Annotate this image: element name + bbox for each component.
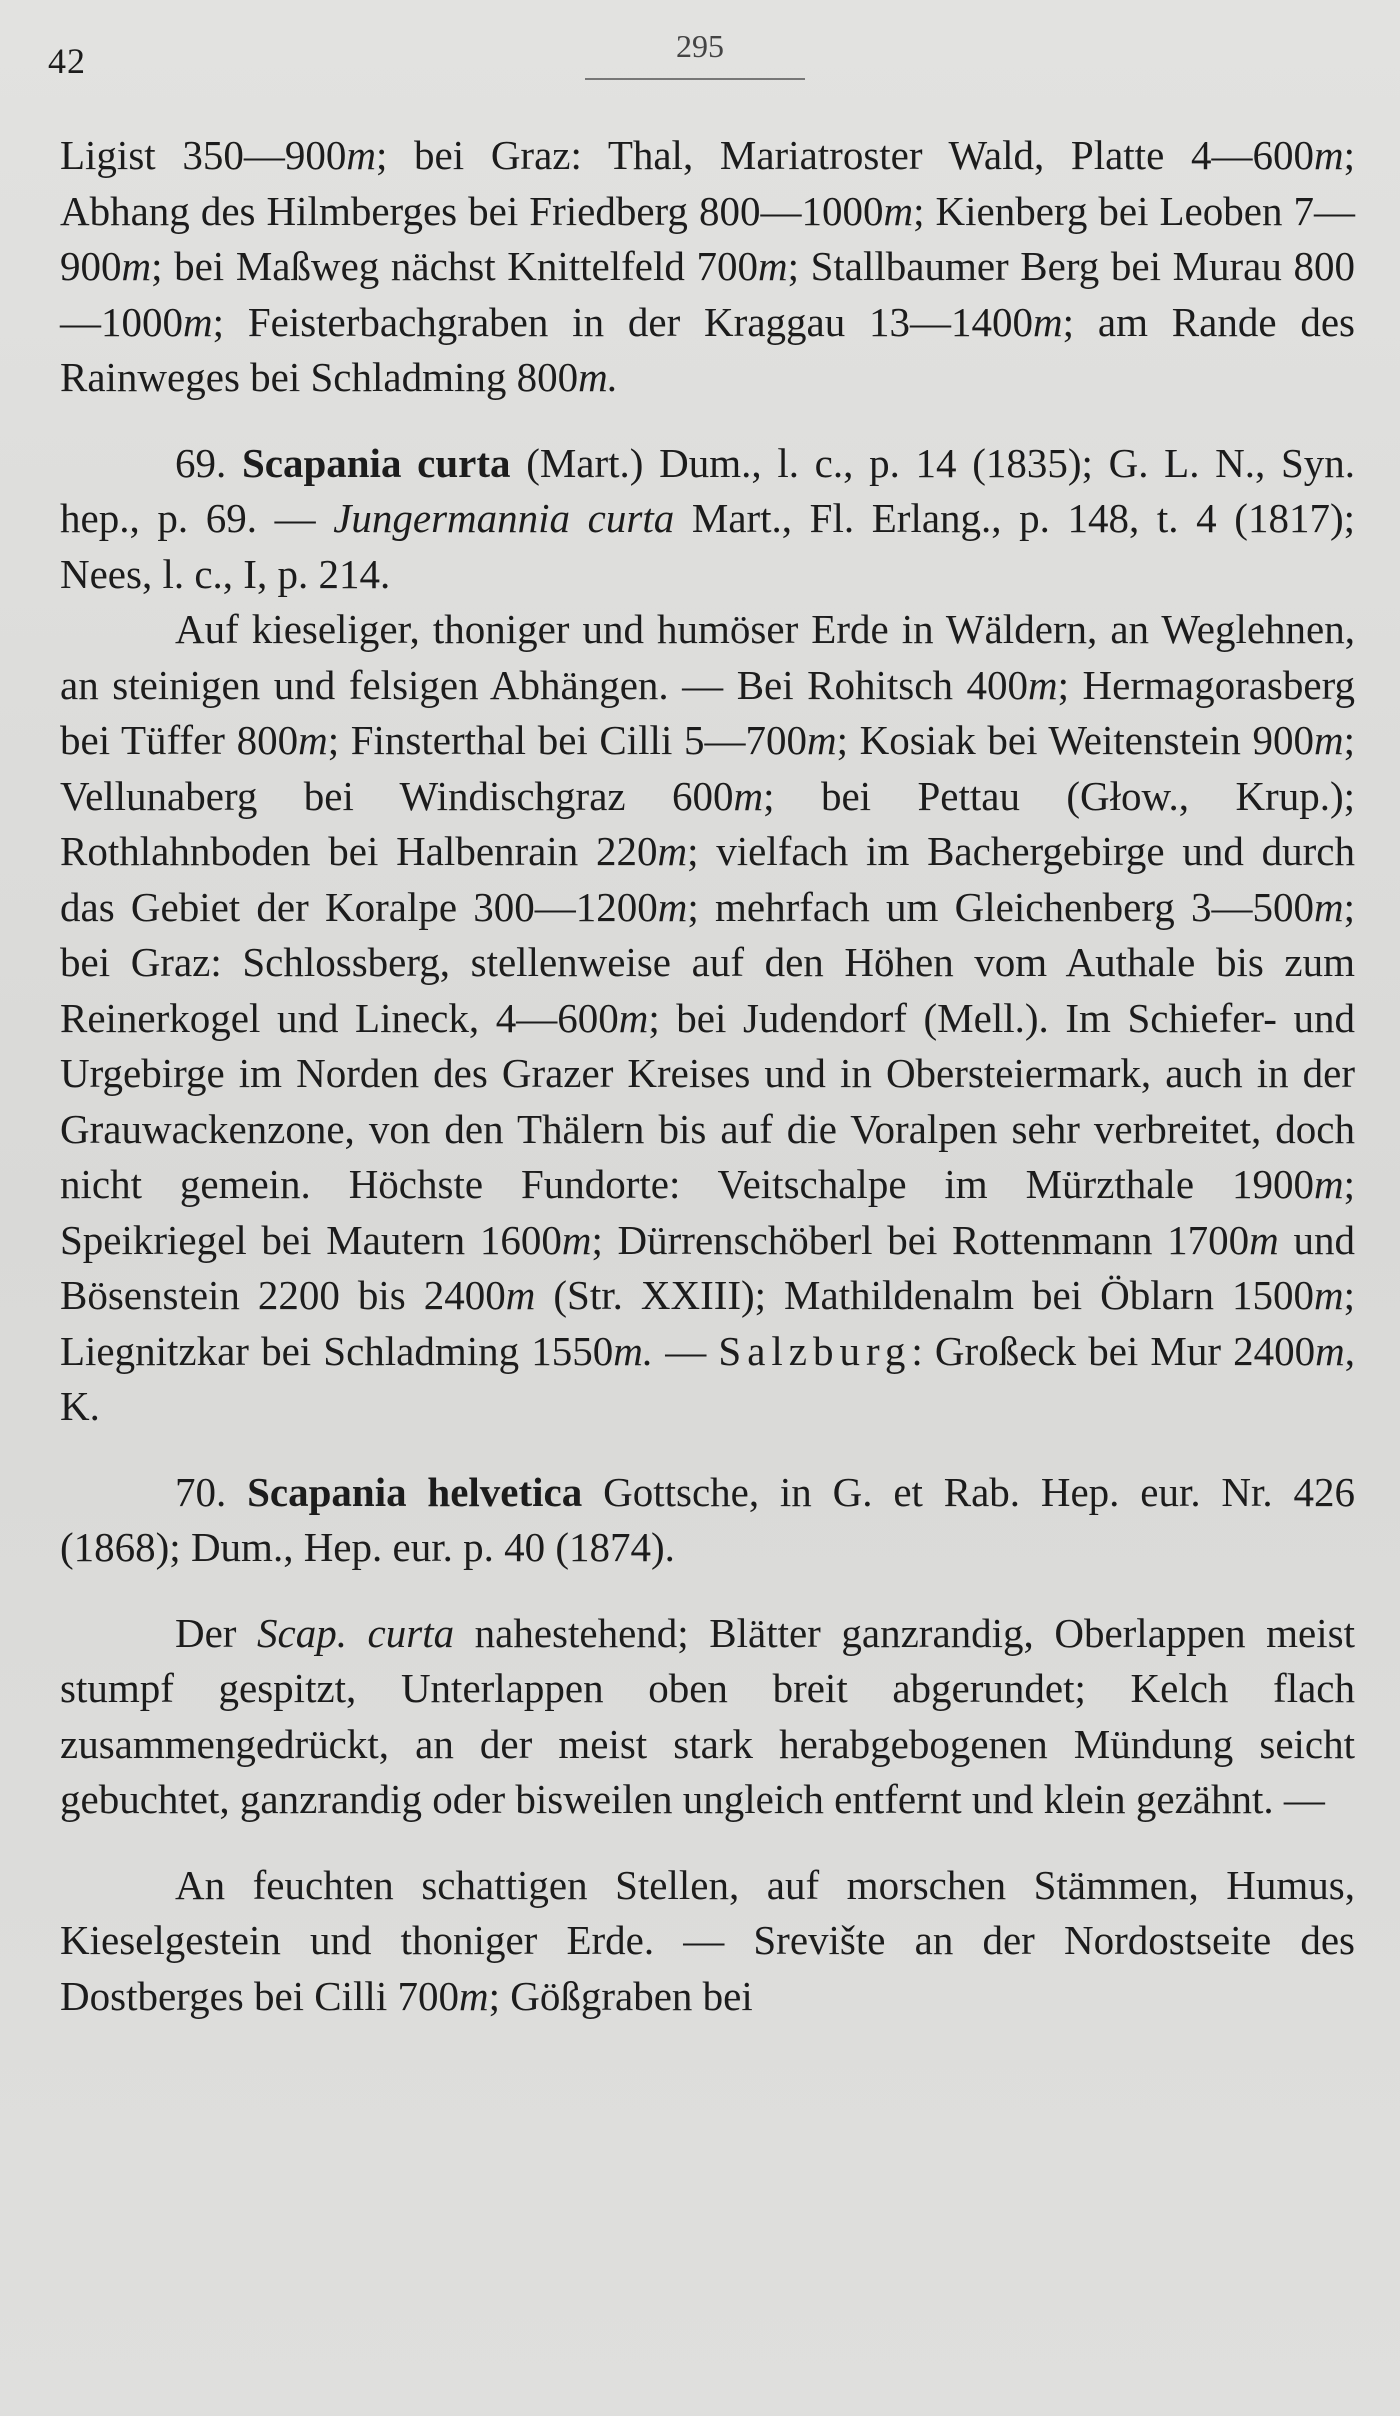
region-name: Salzburg — [718, 1327, 912, 1374]
habitat-paragraph-69: Auf kieseliger, thoniger und humöser Erde in Wäldern, an Weglehnen, an steinigen und felsigen Abhängen. — Bei Rohitsch 400m; Hermagorasberg bei Tüffer 800m; Finsterthal bei Cilli 5—700m; Kosiak bei Weitenstein 900m; Vellunaberg bei Windischgraz 600m; bei Pettau (Głow., Krup.); Rothlahnboden bei Halbenrain 220m; vielfach im Bachergebirge und durch das Gebiet der Koralpe 300—1200m; mehrfach um Gleichenberg 3—500m; bei Graz: Schlossberg, stellenweise auf den Höhen vom Authale bis zum Reinerkogel und Lineck, 4—600m; bei Judendorf (Mell.). Im Schiefer- und Urgebirge im Norden des Grazer Kreises und in Obersteiermark, auch in der Grauwackenzone, von den Thälern bis auf die Voralpen sehr verbreitet, doch nicht gemein. Höchste Fundorte: Veitschalpe im Mürzthale 1900m; Speikriegel bei Mautern 1600m; Dürrenschöberl bei Rottenmann 1700m und Bösenstein 2200 bis 2400m (Str. XXIII); Mathildenalm bei Öblarn 1500m; Liegnitzkar bei Schladming 1550m. — Salzburg: Großeck bei Mur 2400m, K. — [60, 606, 1356, 1429]
species-reference: Scap. curta — [257, 1609, 455, 1656]
header-rule — [585, 78, 805, 80]
entry-number: 69. — [175, 439, 227, 486]
species-entry-70: 70. Scapania helvetica Gottsche, in G. et Rab. Hep. eur. Nr. 426 (1868); Dum., Hep. eur. p. 40 (1874). — [60, 1468, 1356, 1570]
entry-number: 70. — [175, 1468, 227, 1515]
page-number: 42 — [48, 41, 86, 81]
species-entry-69: 69. Scapania curta (Mart.) Dum., l. c., p. 14 (1835); G. L. N., Syn. hep., p. 69. — Jungermannia curta Mart., Fl. Erlang., p. 148, t. 4 (1817); Nees, l. c., I, p. 214. — [60, 439, 1355, 597]
description-paragraph-70: Der Scap. curta nahestehend; Blätter ganzrandig, Oberlappen meist stumpf gespitzt, Unterlappen oben breit abgerundet; Kelch flach zusammengedrückt, an der meist stark herabgebogenen Mündung seicht gebuchtet, ganzrandig oder bisweilen ungleich entfernt und klein gezähnt. — — [60, 1609, 1355, 1822]
paragraph-localities-continued: Ligist 350—900m; bei Graz: Thal, Mariatroster Wald, Platte 4—600m; Abhang des Hilmberges bei Friedberg 800—1000m; Kienberg bei Leoben 7—900m; bei Maßweg nächst Knittelfeld 700m; Stallbaumer Berg bei Murau 800—1000m; Feisterbachgraben in der Kraggau 13—1400m; am Rande des Rainweges bei Schladming 800m. — [60, 132, 1356, 400]
species-name: Scapania helvetica — [247, 1468, 583, 1515]
body-text — [60, 128, 1355, 2024]
habitat-paragraph-70: An feuchten schattigen Stellen, auf morschen Stämmen, Humus, Kieselgestein und thoniger Erde. — Srevište an der Nordostseite des Dostberges bei Cilli 700m; Gößgraben bei — [60, 1861, 1355, 2019]
species-name: Scapania curta — [241, 439, 511, 486]
synonym: Jungermannia curta — [333, 495, 675, 541]
original-page-number: 295 — [676, 28, 724, 64]
